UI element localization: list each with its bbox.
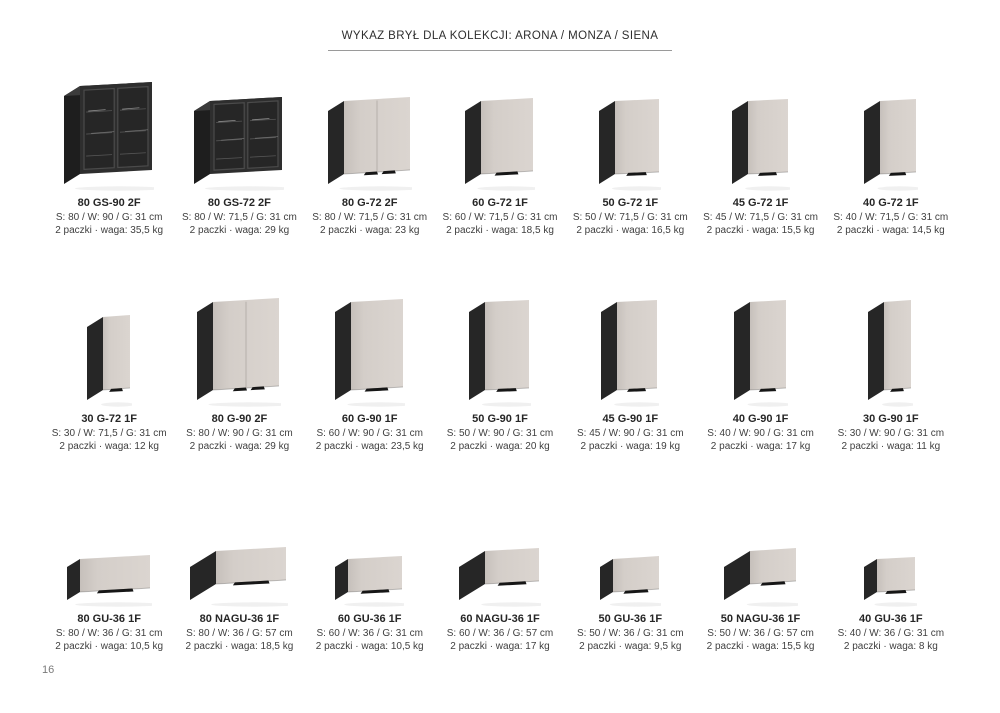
product-dimensions: S: 50 / W: 71,5 / G: 31 cm (572, 212, 688, 223)
page-header (0, 0, 1000, 51)
cabinet-illustration (864, 545, 917, 607)
product-dimensions: S: 50 / W: 36 / G: 57 cm (707, 628, 814, 639)
product-card (435, 79, 565, 237)
product-name: 60 G-72 1F (472, 197, 528, 209)
product-name: 60 NAGU-36 1F (460, 613, 540, 625)
product-card (44, 295, 174, 453)
product-dimensions: S: 40 / W: 90 / G: 31 cm (707, 428, 814, 439)
product-dimensions: S: 40 / W: 71,5 / G: 31 cm (833, 212, 949, 223)
product-package-info: 2 paczki · waga: 12 kg (59, 441, 159, 452)
product-card (174, 79, 304, 237)
product-card (44, 79, 174, 237)
cabinet-illustration (194, 79, 284, 191)
product-card (826, 545, 956, 653)
product-dimensions: S: 45 / W: 90 / G: 31 cm (577, 428, 684, 439)
product-dimensions: S: 80 / W: 90 / G: 31 cm (186, 428, 293, 439)
cabinet-illustration (64, 79, 154, 191)
product-card (305, 545, 435, 653)
cabinet-illustration (197, 295, 281, 407)
product-grid (0, 79, 1000, 653)
product-card (695, 79, 825, 237)
product-package-info: 2 paczki · waga: 20 kg (450, 441, 550, 452)
product-name: 50 NAGU-36 1F (720, 613, 801, 625)
product-name: 45 G-72 1F (732, 197, 789, 209)
product-name: 50 GU-36 1F (598, 613, 663, 625)
cabinet-illustration (190, 545, 288, 607)
product-package-info: 2 paczki · waga: 29 kg (189, 441, 290, 452)
product-package-info: 2 paczki · waga: 18,5 kg (446, 225, 554, 236)
product-row (0, 79, 1000, 237)
product-dimensions: S: 30 / W: 90 / G: 31 cm (837, 428, 945, 439)
product-name: 80 GU-36 1F (77, 613, 141, 625)
product-card (174, 545, 304, 653)
product-card (826, 79, 956, 237)
product-package-info: 2 paczki · waga: 8 kg (843, 641, 938, 652)
product-name: 40 G-90 1F (732, 413, 789, 425)
product-card (565, 79, 695, 237)
product-dimensions: S: 80 / W: 71,5 / G: 31 cm (312, 212, 428, 223)
cabinet-illustration (601, 295, 659, 407)
product-dimensions: S: 50 / W: 36 / G: 31 cm (577, 628, 684, 639)
product-dimensions: S: 60 / W: 36 / G: 31 cm (316, 628, 423, 639)
product-name: 60 GU-36 1F (337, 613, 402, 625)
product-dimensions: S: 80 / W: 36 / G: 31 cm (55, 628, 163, 639)
product-name: 40 G-72 1F (863, 197, 919, 209)
product-package-info: 2 paczki · waga: 10,5 kg (55, 641, 164, 652)
product-card (695, 545, 825, 653)
product-name: 80 GS-72 2F (207, 197, 271, 209)
product-dimensions: S: 80 / W: 71,5 / G: 31 cm (181, 212, 297, 223)
product-card (435, 545, 565, 653)
product-dimensions: S: 40 / W: 36 / G: 31 cm (837, 628, 945, 639)
cabinet-illustration (600, 545, 661, 607)
cabinet-illustration (469, 295, 531, 407)
product-name: 80 GS-90 2F (77, 197, 141, 209)
cabinet-illustration (599, 79, 661, 191)
product-row (0, 295, 1000, 453)
product-name: 80 G-90 2F (211, 413, 268, 425)
cabinet-illustration (724, 545, 798, 607)
product-name: 60 G-90 1F (341, 413, 398, 425)
cabinet-illustration (335, 545, 404, 607)
product-name: 45 G-90 1F (602, 413, 659, 425)
product-name: 50 G-90 1F (472, 413, 528, 425)
product-dimensions: S: 30 / W: 71,5 / G: 31 cm (51, 428, 167, 439)
product-package-info: 2 paczki · waga: 18,5 kg (185, 641, 294, 652)
product-package-info: 2 paczki · waga: 15,5 kg (706, 225, 815, 236)
page-number: 16 (42, 664, 55, 676)
product-package-info: 2 paczki · waga: 17 kg (710, 441, 811, 452)
product-name: 50 G-72 1F (602, 197, 659, 209)
product-package-info: 2 paczki · waga: 17 kg (450, 641, 550, 652)
product-name: 40 GU-36 1F (859, 613, 923, 625)
product-card (435, 295, 565, 453)
cabinet-illustration (732, 79, 790, 191)
cabinet-illustration (335, 295, 405, 407)
product-package-info: 2 paczki · waga: 19 kg (580, 441, 681, 452)
cabinet-illustration (67, 545, 152, 607)
product-dimensions: S: 80 / W: 36 / G: 57 cm (186, 628, 293, 639)
product-card (695, 295, 825, 453)
product-name: 80 NAGU-36 1F (199, 613, 280, 625)
product-dimensions: S: 80 / W: 90 / G: 31 cm (55, 212, 163, 223)
product-card (44, 545, 174, 653)
product-dimensions: S: 60 / W: 90 / G: 31 cm (316, 428, 423, 439)
product-card (565, 295, 695, 453)
product-package-info: 2 paczki · waga: 23,5 kg (315, 441, 424, 452)
cabinet-illustration (864, 79, 918, 191)
page-title: WYKAZ BRYŁ DLA KOLEKCJI: ARONA / MONZA / SIENA (328, 30, 673, 51)
cabinet-illustration (328, 79, 412, 191)
cabinet-illustration (459, 545, 541, 607)
product-name: 30 G-72 1F (81, 413, 137, 425)
product-dimensions: S: 50 / W: 90 / G: 31 cm (446, 428, 554, 439)
product-card (826, 295, 956, 453)
product-package-info: 2 paczki · waga: 29 kg (189, 225, 290, 236)
cabinet-illustration (87, 295, 132, 407)
product-package-info: 2 paczki · waga: 14,5 kg (836, 225, 945, 236)
product-package-info: 2 paczki · waga: 11 kg (841, 441, 941, 452)
product-package-info: 2 paczki · waga: 10,5 kg (315, 641, 424, 652)
cabinet-illustration (734, 295, 788, 407)
product-dimensions: S: 60 / W: 36 / G: 57 cm (446, 628, 554, 639)
cabinet-illustration (868, 295, 913, 407)
product-name: 80 G-72 2F (341, 197, 398, 209)
product-package-info: 2 paczki · waga: 23 kg (319, 225, 420, 236)
product-row (0, 545, 1000, 653)
product-dimensions: S: 60 / W: 71,5 / G: 31 cm (442, 212, 558, 223)
product-package-info: 2 paczki · waga: 9,5 kg (579, 641, 682, 652)
product-card (305, 295, 435, 453)
product-package-info: 2 paczki · waga: 16,5 kg (576, 225, 685, 236)
product-name: 30 G-90 1F (863, 413, 919, 425)
product-card (305, 79, 435, 237)
product-package-info: 2 paczki · waga: 35,5 kg (55, 225, 164, 236)
product-card (174, 295, 304, 453)
product-package-info: 2 paczki · waga: 15,5 kg (706, 641, 815, 652)
product-dimensions: S: 45 / W: 71,5 / G: 31 cm (703, 212, 818, 223)
cabinet-illustration (465, 79, 535, 191)
product-card (565, 545, 695, 653)
